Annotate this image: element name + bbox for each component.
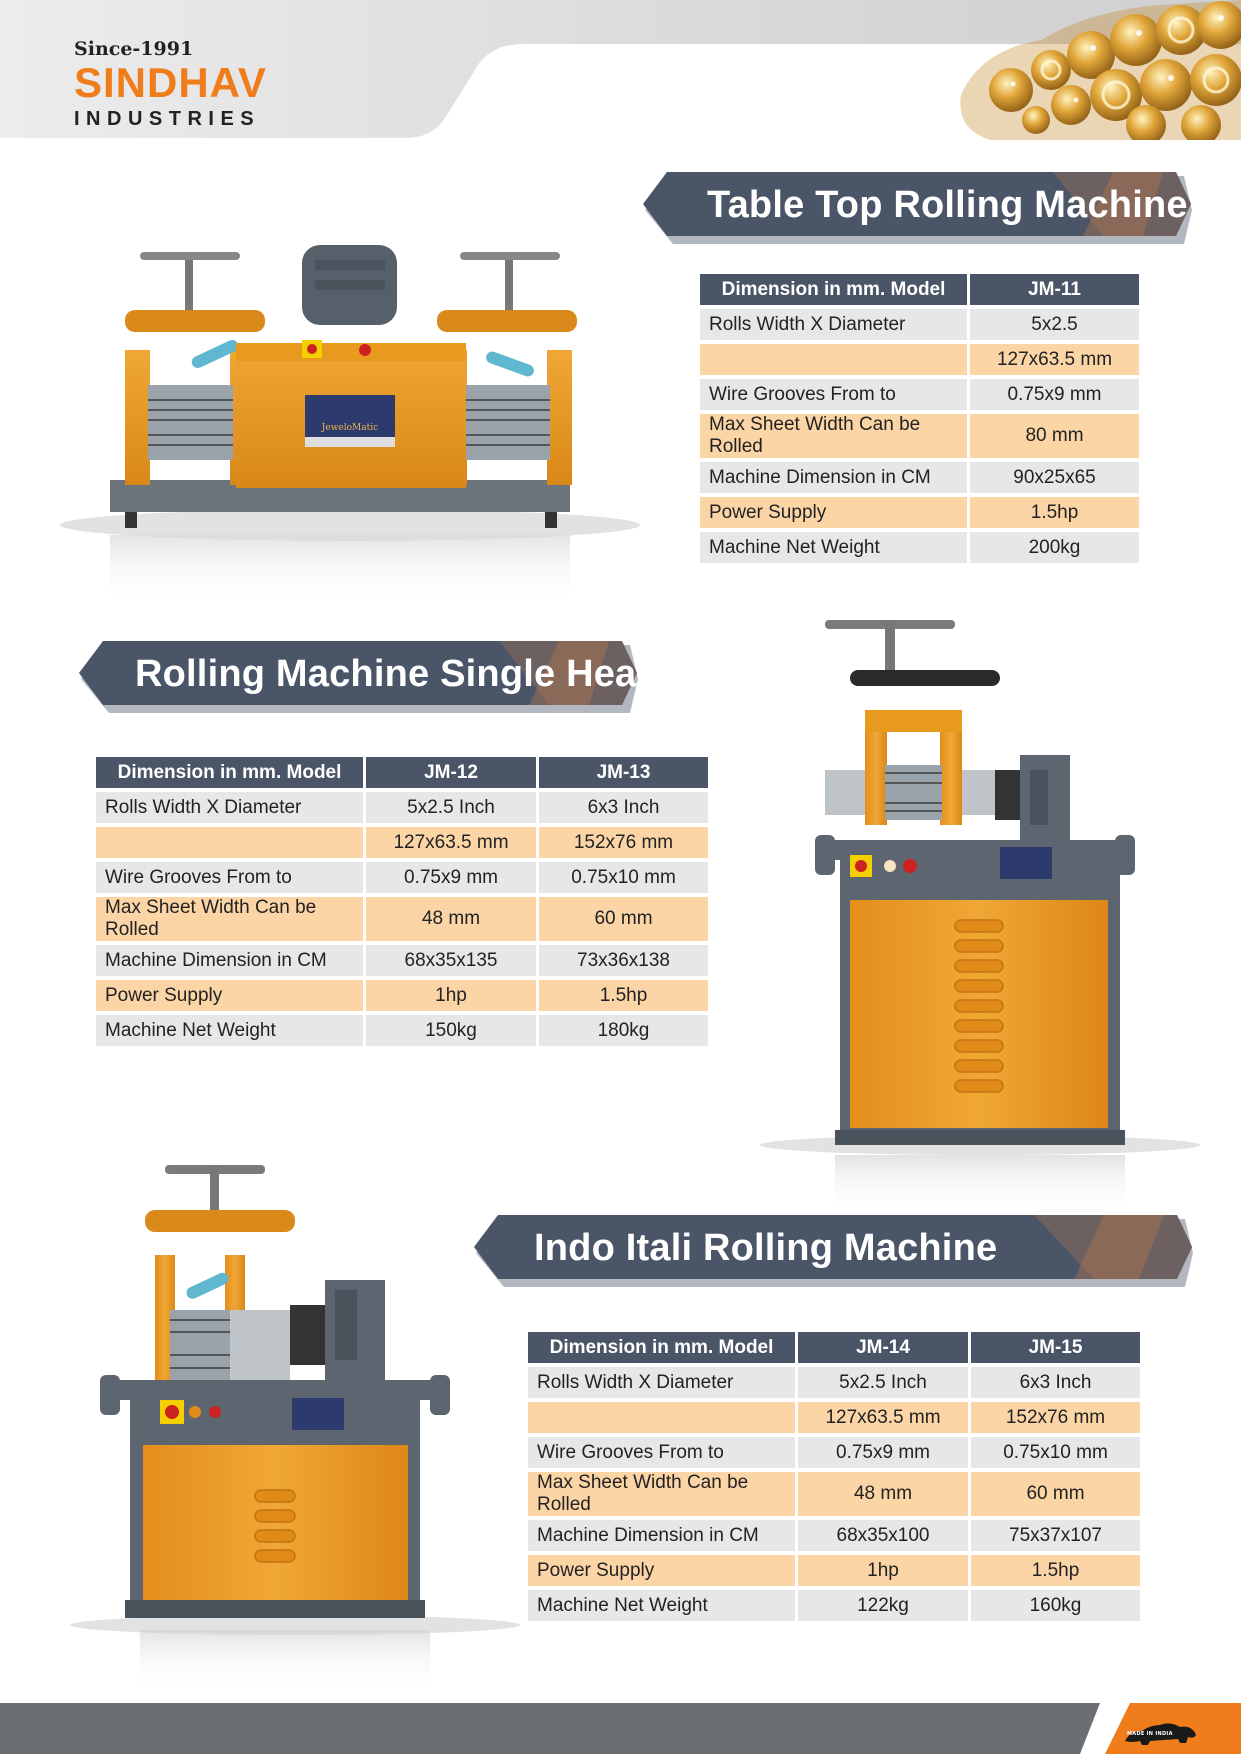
brand-subtitle: INDUSTRIES <box>74 108 261 130</box>
table-cell: 152x76 mm <box>971 1402 1140 1433</box>
table-cell: Rolls Width X Diameter <box>528 1367 795 1398</box>
table-cell <box>528 1402 795 1433</box>
section-banner-indo-itali <box>474 1215 1194 1287</box>
table-cell: 6x3 Inch <box>971 1367 1140 1398</box>
made-in-india-badge: MADE IN INDIA <box>1127 1731 1173 1737</box>
table-cell: 6x3 Inch <box>539 792 708 823</box>
table-row <box>96 862 708 893</box>
table-cell: Wire Grooves From to <box>96 862 363 893</box>
table-cell: 122kg <box>798 1590 968 1621</box>
table-cell: 60 mm <box>539 897 708 941</box>
table-cell: 5x2.5 <box>970 309 1139 340</box>
table-cell: 0.75x10 mm <box>539 862 708 893</box>
table-cell: Rolls Width X Diameter <box>96 792 363 823</box>
single-head-rolling-machine-image <box>740 615 1220 1215</box>
table-row <box>528 1555 1140 1586</box>
table-row <box>700 379 1139 410</box>
brand-name: SINDHAV <box>74 59 267 106</box>
table-cell: 75x37x107 <box>971 1520 1140 1551</box>
spec-table-table-top <box>697 270 1142 567</box>
table-cell: Machine Net Weight <box>96 1015 363 1046</box>
table-cell: Wire Grooves From to <box>700 379 967 410</box>
table-cell: 160kg <box>971 1590 1140 1621</box>
table-cell: 1.5hp <box>971 1555 1140 1586</box>
table-header-cell: Dimension in mm. Model <box>528 1332 795 1363</box>
table-row <box>700 309 1139 340</box>
table-header-cell: JM-11 <box>970 274 1139 305</box>
table-row <box>96 980 708 1011</box>
table-row <box>96 897 708 941</box>
table-cell: Power Supply <box>528 1555 795 1586</box>
table-row <box>96 827 708 858</box>
section-title-indo-itali: Indo Itali Rolling Machine <box>534 1227 998 1269</box>
table-cell: 127x63.5 mm <box>970 344 1139 375</box>
svg-text:JeweloMatic: JeweloMatic <box>321 423 379 433</box>
jewelry-image <box>921 0 1241 140</box>
section-banner-single-head <box>79 641 660 713</box>
table-cell: Machine Dimension in CM <box>528 1520 795 1551</box>
table-cell: 5x2.5 Inch <box>798 1367 968 1398</box>
table-row <box>700 462 1139 493</box>
table-row <box>528 1590 1140 1621</box>
table-cell: Power Supply <box>96 980 363 1011</box>
table-cell: 90x25x65 <box>970 462 1139 493</box>
table-cell: 127x63.5 mm <box>366 827 536 858</box>
section-title-table-top: Table Top Rolling Machine <box>707 184 1188 226</box>
table-row <box>700 497 1139 528</box>
table-cell: 180kg <box>539 1015 708 1046</box>
table-cell <box>700 344 967 375</box>
table-cell: 1hp <box>366 980 536 1011</box>
section-title-single-head: Rolling Machine Single Head <box>135 653 660 695</box>
table-cell: Power Supply <box>700 497 967 528</box>
table-top-rolling-machine-image <box>40 240 660 620</box>
spec-table-single-head <box>93 753 711 1050</box>
table-cell: Machine Dimension in CM <box>700 462 967 493</box>
table-header-cell: JM-12 <box>366 757 536 788</box>
table-cell: 73x36x138 <box>539 945 708 976</box>
table-cell: 48 mm <box>798 1472 968 1516</box>
table-cell: 60 mm <box>971 1472 1140 1516</box>
table-cell: 0.75x10 mm <box>971 1437 1140 1468</box>
table-cell: Max Sheet Width Can be Rolled <box>700 414 967 458</box>
table-cell: 152x76 mm <box>539 827 708 858</box>
table-cell: 200kg <box>970 532 1139 563</box>
table-row <box>96 1015 708 1046</box>
table-cell: 1hp <box>798 1555 968 1586</box>
indo-itali-rolling-machine-image <box>55 1160 535 1700</box>
section-banner-table-top <box>643 172 1193 244</box>
table-header-cell: JM-14 <box>798 1332 968 1363</box>
table-cell: 150kg <box>366 1015 536 1046</box>
table-row <box>528 1402 1140 1433</box>
table-row <box>96 792 708 823</box>
spec-table-indo-itali <box>525 1328 1143 1625</box>
table-cell: Max Sheet Width Can be Rolled <box>96 897 363 941</box>
table-header-cell: JM-15 <box>971 1332 1140 1363</box>
table-row <box>700 344 1139 375</box>
table-cell: Rolls Width X Diameter <box>700 309 967 340</box>
table-header-cell: Dimension in mm. Model <box>96 757 363 788</box>
table-row <box>528 1472 1140 1516</box>
table-cell: 1.5hp <box>970 497 1139 528</box>
table-cell: 0.75x9 mm <box>970 379 1139 410</box>
table-row <box>700 414 1139 458</box>
table-cell: 48 mm <box>366 897 536 941</box>
table-row <box>96 945 708 976</box>
table-cell: 127x63.5 mm <box>798 1402 968 1433</box>
table-row <box>528 1437 1140 1468</box>
table-cell: Wire Grooves From to <box>528 1437 795 1468</box>
table-cell: Machine Net Weight <box>700 532 967 563</box>
footer-band <box>0 1703 1241 1754</box>
table-cell: Max Sheet Width Can be Rolled <box>528 1472 795 1516</box>
since-label: Since-1991 <box>74 38 194 60</box>
table-cell: Machine Dimension in CM <box>96 945 363 976</box>
table-row <box>528 1520 1140 1551</box>
table-header-cell: JM-13 <box>539 757 708 788</box>
table-cell: 80 mm <box>970 414 1139 458</box>
table-header-cell: Dimension in mm. Model <box>700 274 967 305</box>
table-cell: 68x35x100 <box>798 1520 968 1551</box>
table-row <box>528 1367 1140 1398</box>
table-cell: Machine Net Weight <box>528 1590 795 1621</box>
table-cell: 68x35x135 <box>366 945 536 976</box>
table-cell: 0.75x9 mm <box>366 862 536 893</box>
table-cell: 0.75x9 mm <box>798 1437 968 1468</box>
table-cell <box>96 827 363 858</box>
table-row <box>700 532 1139 563</box>
table-cell: 1.5hp <box>539 980 708 1011</box>
company-logo <box>74 38 267 131</box>
table-cell: 5x2.5 Inch <box>366 792 536 823</box>
